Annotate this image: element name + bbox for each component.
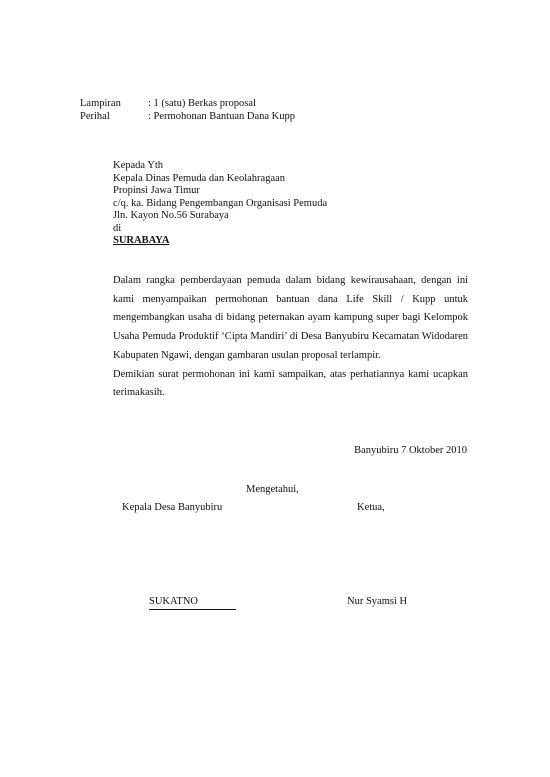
subject-label: Perihal — [80, 111, 110, 122]
recipient-address — [113, 160, 327, 248]
body-paragraph: Dalam rangka pemberdayaan pemuda dalam bidang kewirausahaan, dengan ini kami menyampaikan permohonan bantuan dana Life Skill / Kupp untuk mengembangkan usaha di bidang peternakan ayam kampung super bagi Kelompok Usaha Pemuda Produktif ‘Cipta Mandiri’ di Desa Banyubiru Kecamatan Widodaren Kabupaten Ngawi, dengan gambaran usulan proposal terlampir. — [113, 275, 468, 361]
letter-date: Banyubiru 7 Oktober 2010 — [354, 445, 467, 456]
address-line: Jln. Kayon No.56 Surabaya — [113, 210, 229, 221]
right-signatory-name: Nur Syamsi H — [347, 596, 408, 607]
left-signatory-title: Kepala Desa Banyubiru — [122, 502, 223, 513]
right-signatory-title: Ketua, — [357, 502, 385, 513]
subject-value: : Permohonan Bantuan Dana Kupp — [148, 111, 295, 122]
left-signatory-name-text: SUKATNO — [149, 596, 199, 607]
body-paragraph: Demikian surat permohonan ini kami sampaikan, atas perhatiannya kami ucapkan terimakasih. — [113, 368, 468, 399]
left-signatory-name — [149, 596, 236, 610]
attachment-label: Lampiran — [80, 98, 121, 109]
address-line: Propinsi Jawa Timur — [113, 185, 200, 196]
attachment-value: : 1 (satu) Berkas proposal — [148, 98, 256, 109]
address-line: Kepada Yth — [113, 160, 164, 171]
address-line: c/q. ka. Bidang Pengembangan Organisasi Pemuda — [113, 197, 328, 209]
address-city: SURABAYA — [113, 235, 170, 246]
acknowledged-label: Mengetahui, — [246, 484, 299, 495]
address-line: Kepala Dinas Pemuda dan Keolahragaan — [113, 172, 286, 184]
attachment-line — [80, 98, 256, 111]
address-line: di — [113, 222, 122, 234]
letter-body — [113, 272, 468, 403]
subject-line — [80, 111, 295, 124]
